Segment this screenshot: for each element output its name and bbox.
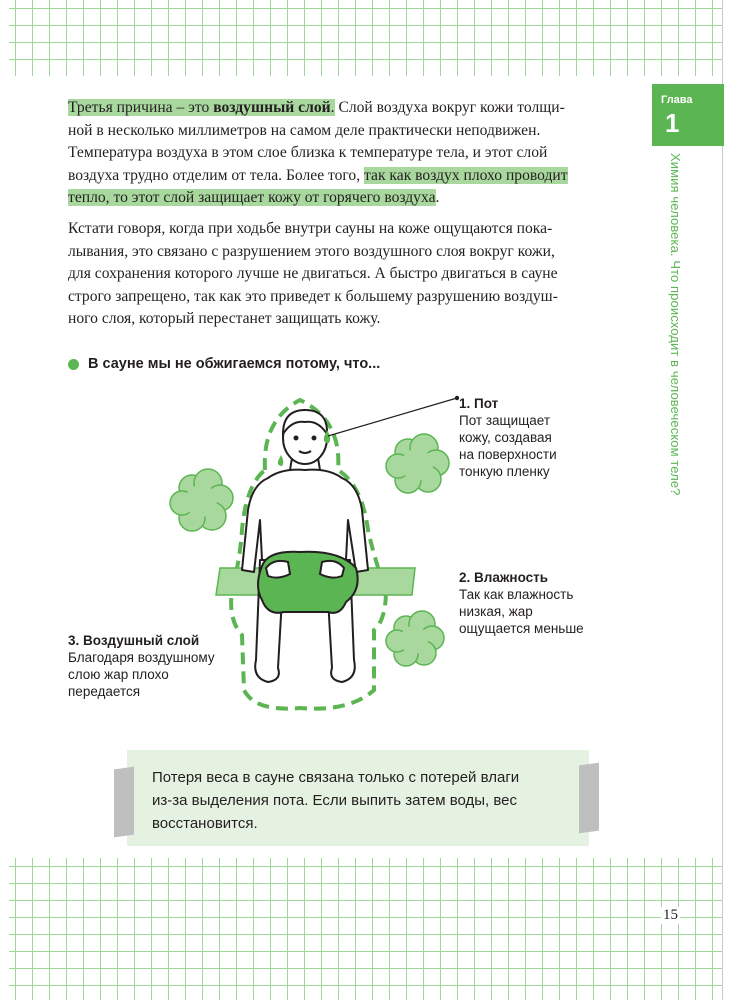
note-line: из-за выделения пота. Если выпить затем воды, вес [152,792,518,809]
paragraph-line: строго запрещено, так как это приведет к большему разрушению воздуш- [68,287,558,305]
highlighted-text: так как воздух плохо проводит [364,166,568,184]
grid-header-decoration [9,0,723,76]
towel [258,552,358,613]
paragraph-line: ной в несколько миллиметров на самом деле практически неподвижен. [68,121,541,139]
page-number: 15 [663,907,678,923]
tape-strip-right [579,763,599,834]
paragraph-air-layer [68,97,646,210]
steam-cloud-right-top [386,434,449,493]
grid-footer-decoration [9,858,723,1000]
label-line: тонкую пленку [459,464,550,479]
note-text [152,766,519,835]
paragraph-line: тепло, то этот слой защищает кожу от горячего воздуха. [68,189,440,206]
label-humidity [459,569,584,637]
label-line: ощущается меньше [459,621,584,636]
label-title: 3. Воздушный слой [68,633,200,648]
page-edge [722,0,723,1000]
label-line: Так как влажность [459,587,574,602]
paragraph-line: Кстати говоря, когда при ходьбе внутри сауны на коже ощущаются пока- [68,220,553,237]
label-line: на поверхности [459,447,557,462]
sweat-drop-icon [278,455,283,466]
side-running-title: Химия человека. Что происходит в человеческом теле? [668,153,683,496]
label-line: слою жар плохо [68,667,169,682]
label-line: Благодаря воздушному [68,650,215,665]
highlighted-text: Третья причина – это воздушный слой. [68,99,335,116]
highlighted-text: тепло, то этот слой защищает кожу от горячего воздуха [68,189,436,206]
paragraph-line: Третья причина – это воздушный слой. Слой воздуха вокруг кожи толщи- [68,99,565,116]
note-line: Потеря веса в сауне связана только с потерей влаги [152,769,520,786]
bullet-dot-icon [68,359,79,370]
sweat-pointer-line [328,398,457,436]
note-callout [127,750,589,846]
paragraph-moving-in-sauna [68,218,646,331]
chapter-label: Глава [661,94,693,106]
chapter-number: 1 [665,108,680,138]
steam-cloud-right-bottom [386,611,444,666]
tape-strip-left [114,767,134,838]
paragraph-line: воздуха трудно отделим от тела. Более того, так как воздух плохо проводит [68,166,568,184]
label-title: 2. Влажность [459,570,549,585]
bold-term: воздушный слой [213,99,331,116]
label-title: 1. Пот [459,396,499,411]
figure-caption: В сауне мы не обжигаемся потому, что... [68,356,380,372]
paragraph-line: для сохранения которого лучше не двигаться. А быстро двигаться в сауне [68,265,558,282]
label-line: низкая, жар [459,604,533,619]
paragraph-line: лывания, это связано с разрушением этого воздушного слоя вокруг кожи, [68,242,555,260]
label-sweat [459,395,557,480]
chapter-tab [652,84,724,146]
steam-cloud-left [170,469,233,531]
label-line: кожу, создавая [459,430,552,445]
label-air-layer [68,632,215,700]
label-line: Пот защищает [459,413,551,428]
note-line: восстановится. [152,815,258,832]
paragraph-line: ного слоя, который перестанет защищать кожу. [68,310,381,327]
paragraph-line: Температура воздуха в этом слое близка к температуре тела, и этот слой [68,144,548,161]
label-line: передается [68,684,141,699]
